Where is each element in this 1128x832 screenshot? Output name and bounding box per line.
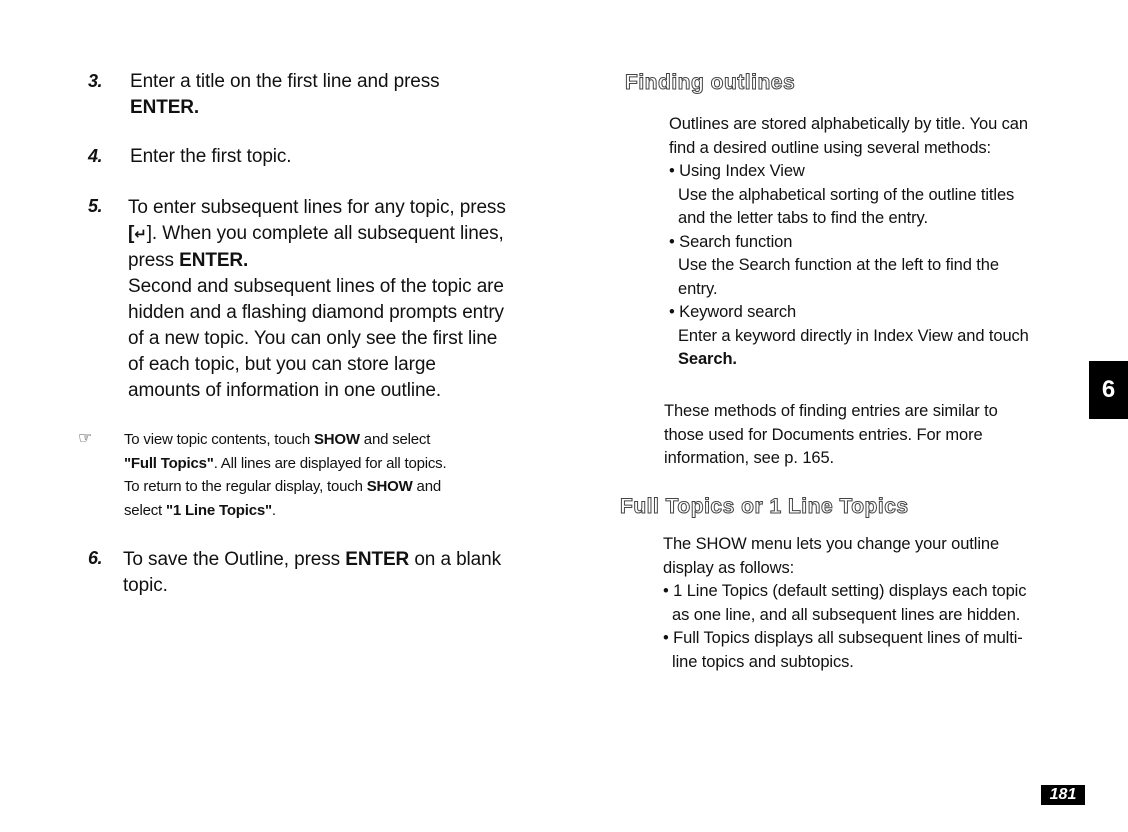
- bullet-detail: Use the Search function at the left to find the: [678, 256, 999, 274]
- step-number: 5.: [88, 196, 103, 216]
- section-heading-finding-outlines: Finding outlines: [625, 71, 796, 94]
- step-5-line: of each topic, but you can store large: [128, 354, 436, 375]
- step-6-line: topic.: [123, 575, 168, 596]
- bullet-keyword-search: • Keyword search: [669, 303, 797, 321]
- bullet-line-topics: • 1 Line Topics (default setting) displays each topic: [663, 582, 1027, 600]
- step-5-line: of a new topic. You can only see the first line: [128, 328, 498, 349]
- bullet-detail: entry.: [678, 279, 718, 298]
- step-6-text: [123, 547, 593, 599]
- body-line: display as follows:: [663, 558, 795, 577]
- note-fragment: select: [124, 501, 166, 519]
- step-5-text: [128, 195, 598, 404]
- step-5-line: To enter subsequent lines for any topic, press: [128, 197, 506, 218]
- step-5-line: Second and subsequent lines of the topic are: [128, 276, 504, 297]
- step-6-fragment: To save the Outline, press: [123, 549, 346, 570]
- section-heading-full-topics: Full Topics or 1 Line Topics: [620, 495, 909, 518]
- bullet-detail: Use the alphabetical sorting of the outline titles: [678, 185, 1015, 204]
- return-key-open: [: [128, 223, 135, 244]
- step-5-line: amounts of information in one outline.: [128, 380, 442, 401]
- step-6-fragment: on a blank: [409, 549, 502, 570]
- body-line: information, see p. 165.: [664, 449, 835, 467]
- note-fragment: . All lines are displayed for all topics.: [213, 454, 447, 472]
- bullet-detail: line topics and subtopics.: [672, 652, 854, 671]
- step-number: 6.: [88, 548, 103, 568]
- step-5-line-rest: ]. When you complete all subsequent lines,: [146, 223, 504, 244]
- note-line: [124, 475, 594, 499]
- step-number: 3.: [88, 71, 103, 91]
- bullet-detail: Enter a keyword directly in Index View and touch: [678, 326, 1029, 345]
- chapter-tab: 6: [1089, 361, 1128, 419]
- step-5-line: [128, 248, 598, 274]
- pointing-hand-icon: ☞: [78, 430, 92, 447]
- step-5-line: hidden and a flashing diamond prompts entry: [128, 302, 504, 323]
- bullet-full-topics: • Full Topics displays all subsequent lines of multi-: [663, 629, 1023, 647]
- note-line: [124, 428, 594, 452]
- body-line: find a desired outline using several methods:: [669, 138, 992, 157]
- bullet-index-view: • Using Index View: [669, 162, 805, 180]
- step-3-line: Enter a title on the first line and press: [130, 71, 440, 92]
- step-6-line: [123, 547, 593, 573]
- bullet-detail: and the letter tabs to find the entry.: [678, 209, 928, 227]
- body-line: those used for Documents entries. For more: [664, 425, 983, 444]
- finding-outlines-body: [669, 113, 1089, 372]
- show-label: SHOW: [366, 478, 413, 495]
- bullet-search-function: • Search function: [669, 232, 793, 251]
- note-fragment: To view topic contents, touch: [124, 431, 314, 448]
- enter-key-label: ENTER: [345, 549, 410, 570]
- full-topics-label: "Full Topics": [124, 454, 214, 472]
- enter-key-label: ENTER.: [179, 250, 249, 271]
- line-topics-label: "1 Line Topics": [165, 501, 272, 519]
- note-fragment: .: [271, 501, 276, 519]
- step-4-text: Enter the first topic.: [130, 146, 292, 167]
- finding-outlines-note: [664, 400, 1084, 471]
- search-label: Search.: [678, 350, 737, 368]
- step-3-enter: ENTER.: [130, 97, 200, 118]
- step-3-text: [130, 69, 590, 121]
- note-line: [124, 452, 594, 476]
- show-label: SHOW: [313, 431, 360, 448]
- note-fragment: and select: [359, 431, 431, 448]
- return-key-icon: ↵: [134, 226, 147, 243]
- note-text: [124, 428, 594, 522]
- step-5-press: press: [128, 250, 180, 271]
- step-5-line: [128, 221, 598, 248]
- full-topics-body: [663, 533, 1083, 674]
- note-fragment: To return to the regular display, touch: [124, 478, 367, 495]
- body-line: Outlines are stored alphabetically by title. You can: [669, 115, 1028, 133]
- body-line: The SHOW menu lets you change your outline: [663, 535, 1000, 553]
- note-line: [124, 499, 594, 523]
- body-line: These methods of finding entries are similar to: [664, 402, 998, 420]
- step-number: 4.: [88, 146, 103, 166]
- note-fragment: and: [412, 478, 441, 495]
- bullet-detail: as one line, and all subsequent lines are hidden.: [672, 605, 1021, 624]
- page-number: 181: [1041, 785, 1085, 805]
